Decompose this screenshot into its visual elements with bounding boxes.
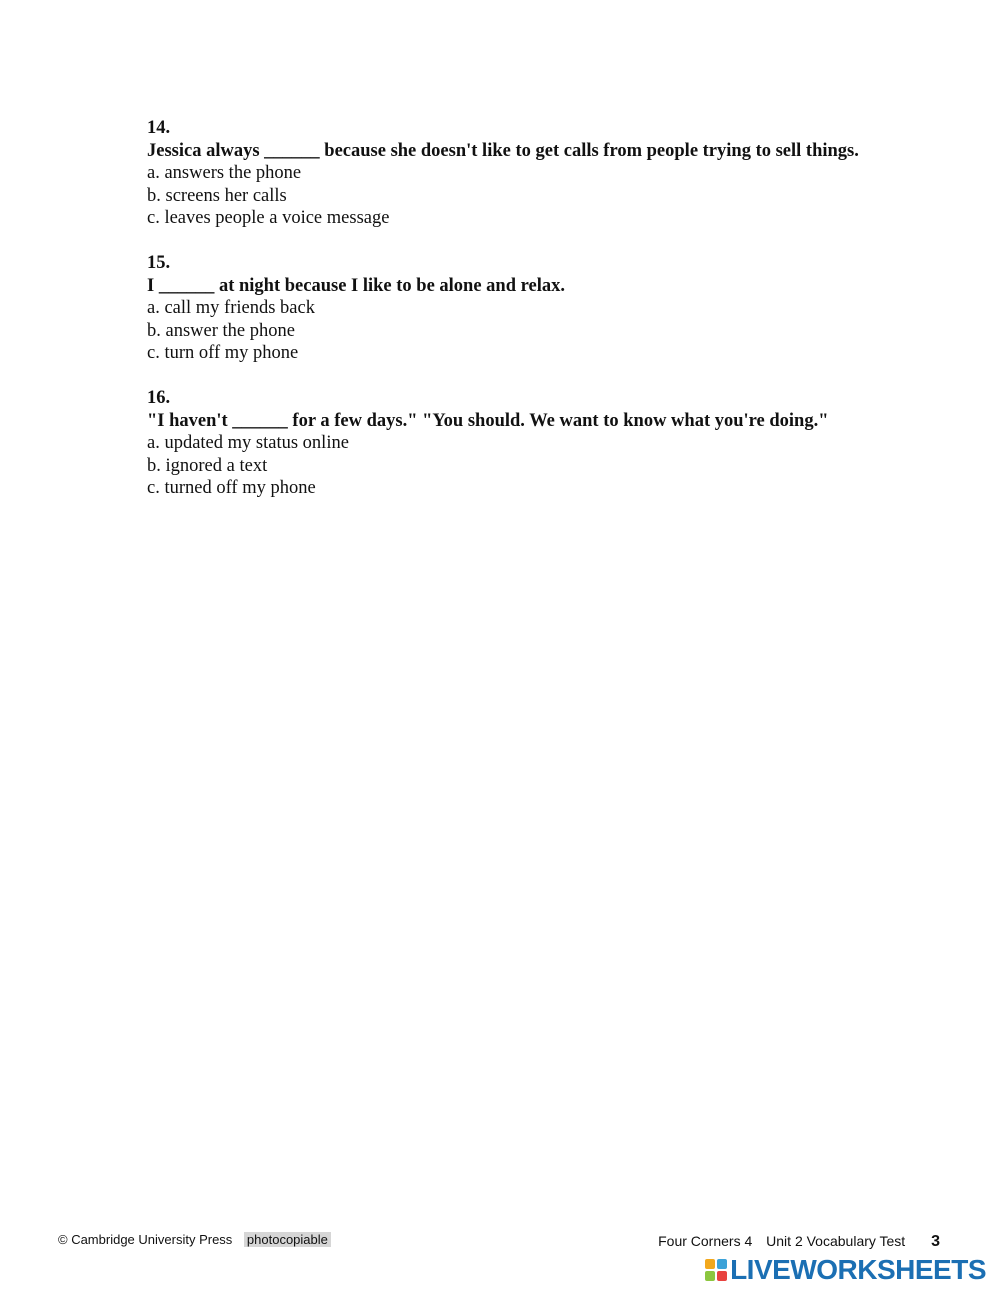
question-16	[147, 387, 907, 500]
option-b: b. answer the phone	[147, 320, 295, 341]
option-b: b. screens her calls	[147, 185, 287, 206]
copyright-text: © Cambridge University Press	[58, 1232, 233, 1247]
unit-title: Unit 2 Vocabulary Test	[766, 1233, 906, 1249]
book-title: Four Corners 4	[658, 1233, 753, 1249]
question-15	[147, 252, 907, 365]
option-a: a. call my friends back	[147, 298, 315, 319]
question-number: 15.	[147, 252, 171, 273]
question-stem: Jessica always ______ because she doesn't like to get calls from people trying to sell things.	[147, 140, 859, 161]
option-a: a. answers the phone	[147, 163, 302, 184]
option-b: b. ignored a text	[147, 455, 268, 476]
footer-copyright	[58, 1232, 331, 1247]
option-a: a. updated my status online	[147, 433, 349, 454]
question-14	[147, 117, 907, 230]
option-c: c. leaves people a voice message	[147, 208, 390, 229]
question-stem: I ______ at night because I like to be alone and relax.	[147, 275, 565, 296]
option-c: c. turned off my phone	[147, 478, 316, 499]
page-number: 3	[931, 1233, 940, 1250]
liveworksheets-logo-icon	[705, 1259, 727, 1281]
photocopiable-badge: photocopiable	[244, 1232, 331, 1247]
footer-book-info	[658, 1233, 940, 1251]
question-number: 14.	[147, 118, 171, 138]
option-c: c. turn off my phone	[147, 343, 299, 364]
question-number: 16.	[147, 387, 171, 408]
question-stem: "I haven't ______ for a few days." "You should. We want to know what you're doing."	[147, 410, 829, 431]
liveworksheets-wordmark: LIVEWORKSHEETS	[730, 1254, 986, 1285]
questions-list	[147, 117, 907, 522]
liveworksheets-logo[interactable]	[705, 1254, 986, 1286]
